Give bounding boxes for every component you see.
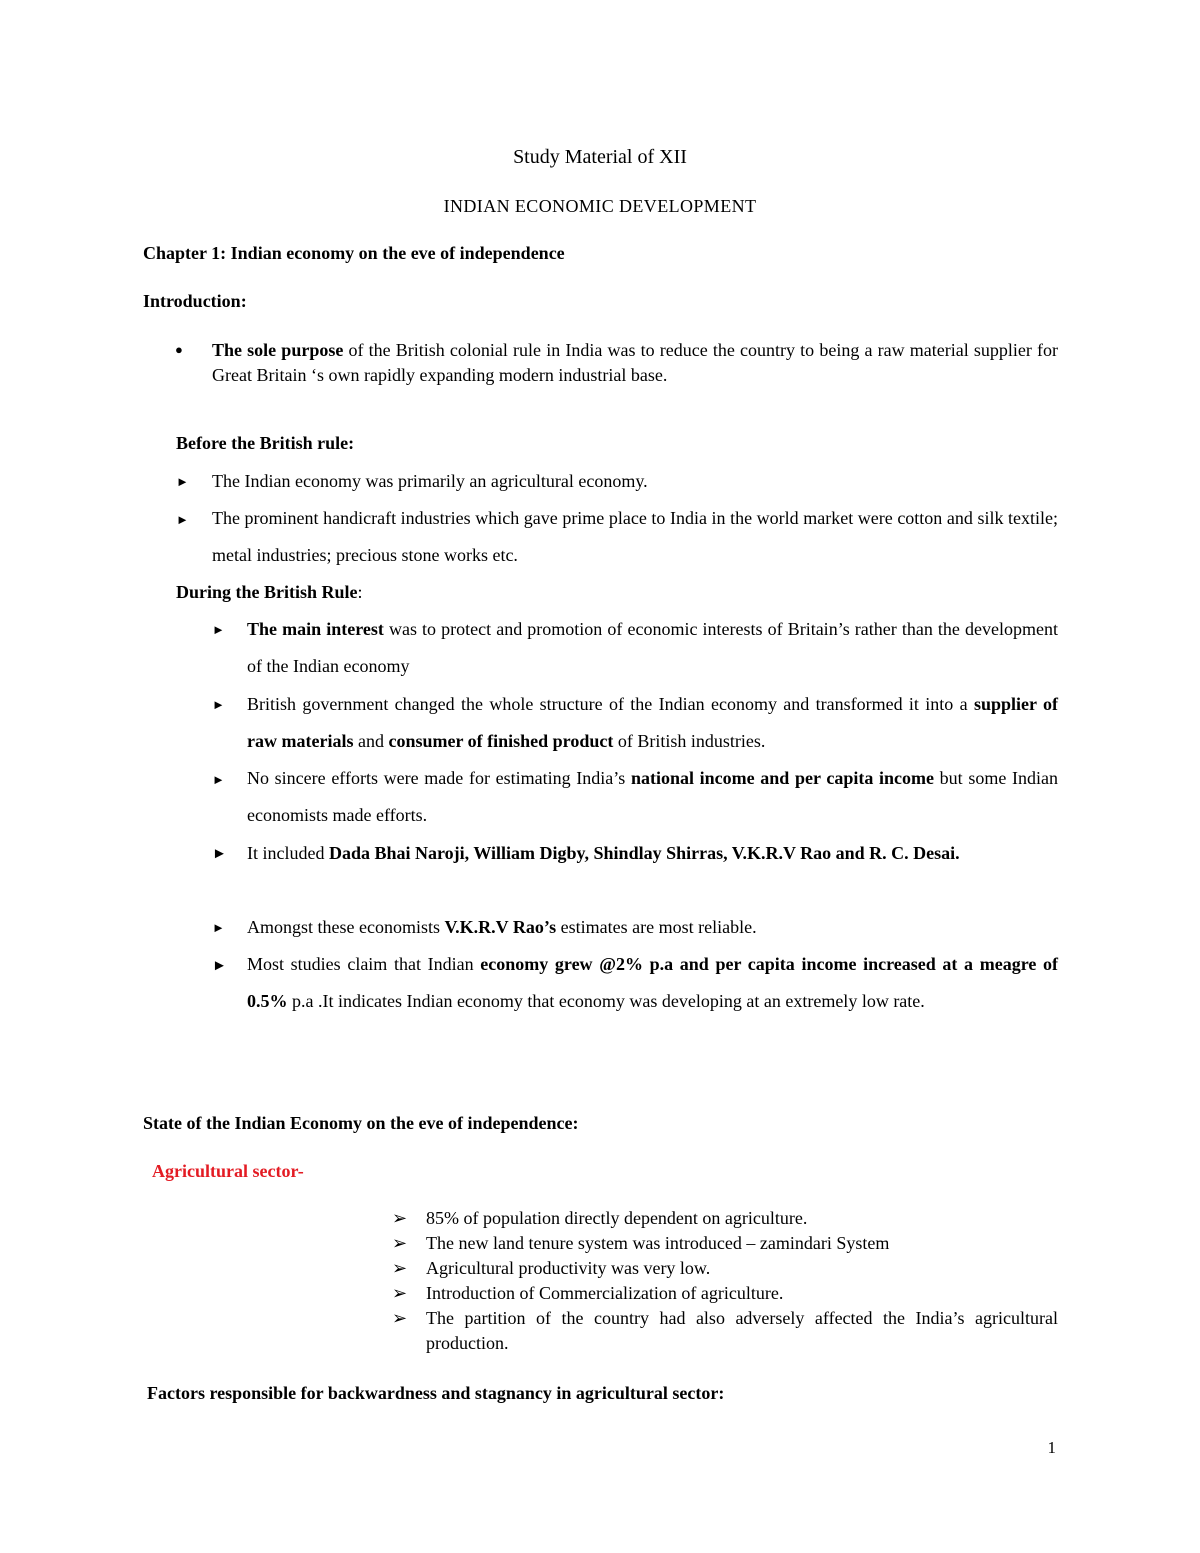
- chevron-arrow-icon: ➢: [392, 1308, 408, 1328]
- factors-heading: Factors responsible for backwardness and stagnancy in agricultural sector:: [147, 1383, 725, 1403]
- document-subtitle: INDIAN ECONOMIC DEVELOPMENT: [443, 196, 757, 216]
- triangle-arrow-icon: ►: [212, 772, 225, 787]
- intro-text: of the British colonial rule in India was to reduce the country to being a raw material supplier for Great Britain ‘s own rapidly expanding modern industrial base.: [212, 340, 1058, 385]
- during-item: The main interest was to protect and promotion of economic interests of Britain’s rather than the development of the Indian economy: [247, 619, 1058, 676]
- during-item: Amongst these economists V.K.R.V Rao’s estimates are most reliable.: [247, 917, 757, 937]
- triangle-arrow-icon: ►: [212, 846, 227, 862]
- triangle-arrow-icon: ►: [176, 474, 189, 489]
- triangle-arrow-icon: ►: [212, 622, 225, 637]
- bullet-dot-icon: ●: [175, 342, 183, 357]
- triangle-arrow-icon: ►: [212, 697, 225, 712]
- document-title: Study Material of XII: [513, 146, 687, 168]
- during-item: It included Dada Bhai Naroji, William Digby, Shindlay Shirras, V.K.R.V Rao and R. C. Desai.: [247, 843, 960, 863]
- agri-heading: Agricultural sector-: [152, 1161, 304, 1181]
- agri-item: The new land tenure system was introduced – zamindari System: [426, 1233, 890, 1253]
- state-heading: State of the Indian Economy on the eve of independence:: [143, 1113, 579, 1133]
- during-item: Most studies claim that Indian economy grew @2% p.a and per capita income increased at a meagre of 0.5% p.a .It indicates Indian economy that economy was developing at an extremely low rate.: [247, 954, 1059, 1011]
- agri-item: The partition of the country had also adversely affected the India’s agricultural production.: [426, 1308, 1058, 1353]
- chevron-arrow-icon: ➢: [392, 1258, 408, 1278]
- agri-item: Agricultural productivity was very low.: [426, 1258, 711, 1278]
- chevron-arrow-icon: ➢: [392, 1283, 408, 1303]
- agri-item: 85% of population directly dependent on agriculture.: [426, 1208, 808, 1228]
- triangle-arrow-icon: ►: [212, 958, 227, 974]
- chevron-arrow-icon: ➢: [392, 1208, 408, 1228]
- page-number: 1: [1047, 1438, 1056, 1457]
- intro-bold: The sole purpose: [212, 340, 344, 360]
- during-item: No sincere efforts were made for estimating India’s national income and per capita income but some Indian economists made efforts.: [247, 768, 1058, 825]
- intro-bullet-text: [212, 338, 1058, 388]
- chapter-heading: Chapter 1: Indian economy on the eve of independence: [143, 243, 565, 263]
- before-item: The prominent handicraft industries which gave prime place to India in the world market were cotton and silk textile; metal industries; precious stone works etc.: [212, 508, 1058, 565]
- triangle-arrow-icon: ►: [176, 512, 189, 527]
- before-heading: Before the British rule:: [176, 433, 355, 453]
- during-item: British government changed the whole structure of the Indian economy and transformed it into a supplier of raw materials and consumer of finished product of British industries.: [247, 694, 1058, 751]
- triangle-arrow-icon: ►: [212, 920, 225, 935]
- chevron-arrow-icon: ➢: [392, 1233, 408, 1253]
- intro-heading: Introduction:: [143, 291, 247, 311]
- agri-item: Introduction of Commercialization of agriculture.: [426, 1283, 784, 1303]
- before-item: The Indian economy was primarily an agricultural economy.: [212, 471, 648, 491]
- during-heading: During the British Rule:: [176, 582, 363, 602]
